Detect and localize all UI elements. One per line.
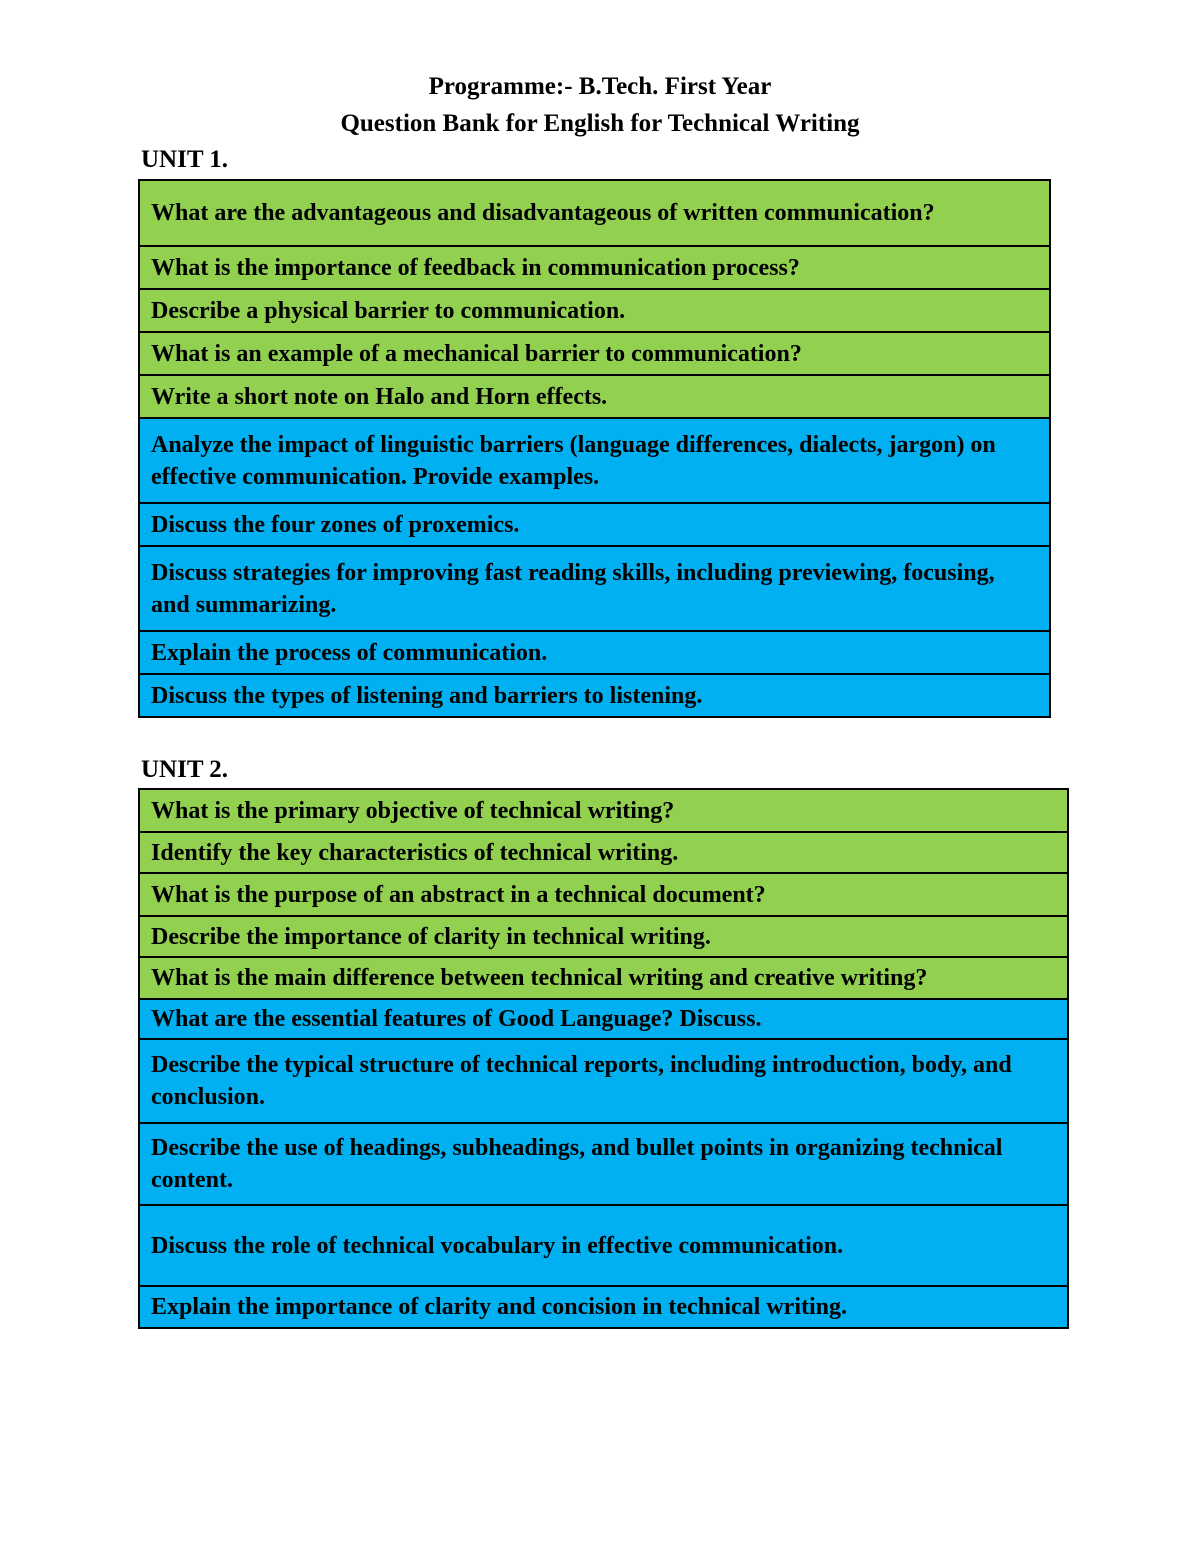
table-row <box>139 916 1068 957</box>
table-row <box>139 631 1050 674</box>
table-row <box>139 375 1050 418</box>
question-cell: What is the purpose of an abstract in a technical document? <box>139 873 1068 916</box>
table-row <box>139 1205 1068 1286</box>
question-cell: Discuss the four zones of proxemics. <box>139 503 1050 546</box>
question-cell: Analyze the impact of linguistic barriers (language differences, dialects, jargon) on effective communication. Provide examples. <box>139 418 1050 503</box>
question-cell: Discuss the role of technical vocabulary in effective communication. <box>139 1205 1068 1286</box>
table-row <box>139 332 1050 375</box>
question-cell: Discuss strategies for improving fast reading skills, including previewing, focusing, and summarizing. <box>139 546 1050 631</box>
question-cell: What are the advantageous and disadvantageous of written communication? <box>139 180 1050 246</box>
question-cell: Describe the use of headings, subheadings, and bullet points in organizing technical content. <box>139 1123 1068 1205</box>
table-row <box>139 1123 1068 1205</box>
table-row <box>139 957 1068 999</box>
question-cell: What is the primary objective of technical writing? <box>139 789 1068 832</box>
table-row <box>139 1286 1068 1328</box>
document-title: Programme:- B.Tech. First Year <box>428 73 772 100</box>
table-row <box>139 999 1068 1039</box>
table-row <box>139 674 1050 717</box>
table-row <box>139 789 1068 832</box>
unit-1-heading: UNIT 1. <box>141 146 229 173</box>
table-row <box>139 246 1050 289</box>
question-cell: What is an example of a mechanical barrier to communication? <box>139 332 1050 375</box>
question-cell: Discuss the types of listening and barriers to listening. <box>139 674 1050 717</box>
table-row <box>139 180 1050 246</box>
question-cell: Describe a physical barrier to communication. <box>139 289 1050 332</box>
question-cell: Explain the process of communication. <box>139 631 1050 674</box>
table-row <box>139 418 1050 503</box>
table-row <box>139 546 1050 631</box>
question-cell: Write a short note on Halo and Horn effects. <box>139 375 1050 418</box>
question-cell: Describe the typical structure of technical reports, including introduction, body, and conclusion. <box>139 1039 1068 1123</box>
question-cell: What is the main difference between technical writing and creative writing? <box>139 957 1068 999</box>
question-cell: Describe the importance of clarity in technical writing. <box>139 916 1068 957</box>
table-row <box>139 873 1068 916</box>
table-row <box>139 289 1050 332</box>
unit-2-heading: UNIT 2. <box>141 756 229 783</box>
table-row <box>139 503 1050 546</box>
question-cell: What are the essential features of Good Language? Discuss. <box>139 999 1068 1039</box>
question-cell: Identify the key characteristics of technical writing. <box>139 832 1068 873</box>
unit-2-question-table <box>138 788 1069 1329</box>
unit-1-question-table <box>138 179 1051 718</box>
table-row <box>139 832 1068 873</box>
question-cell: Explain the importance of clarity and concision in technical writing. <box>139 1286 1068 1328</box>
document-subtitle: Question Bank for English for Technical Writing <box>340 110 860 137</box>
question-cell: What is the importance of feedback in communication process? <box>139 246 1050 289</box>
table-row <box>139 1039 1068 1123</box>
